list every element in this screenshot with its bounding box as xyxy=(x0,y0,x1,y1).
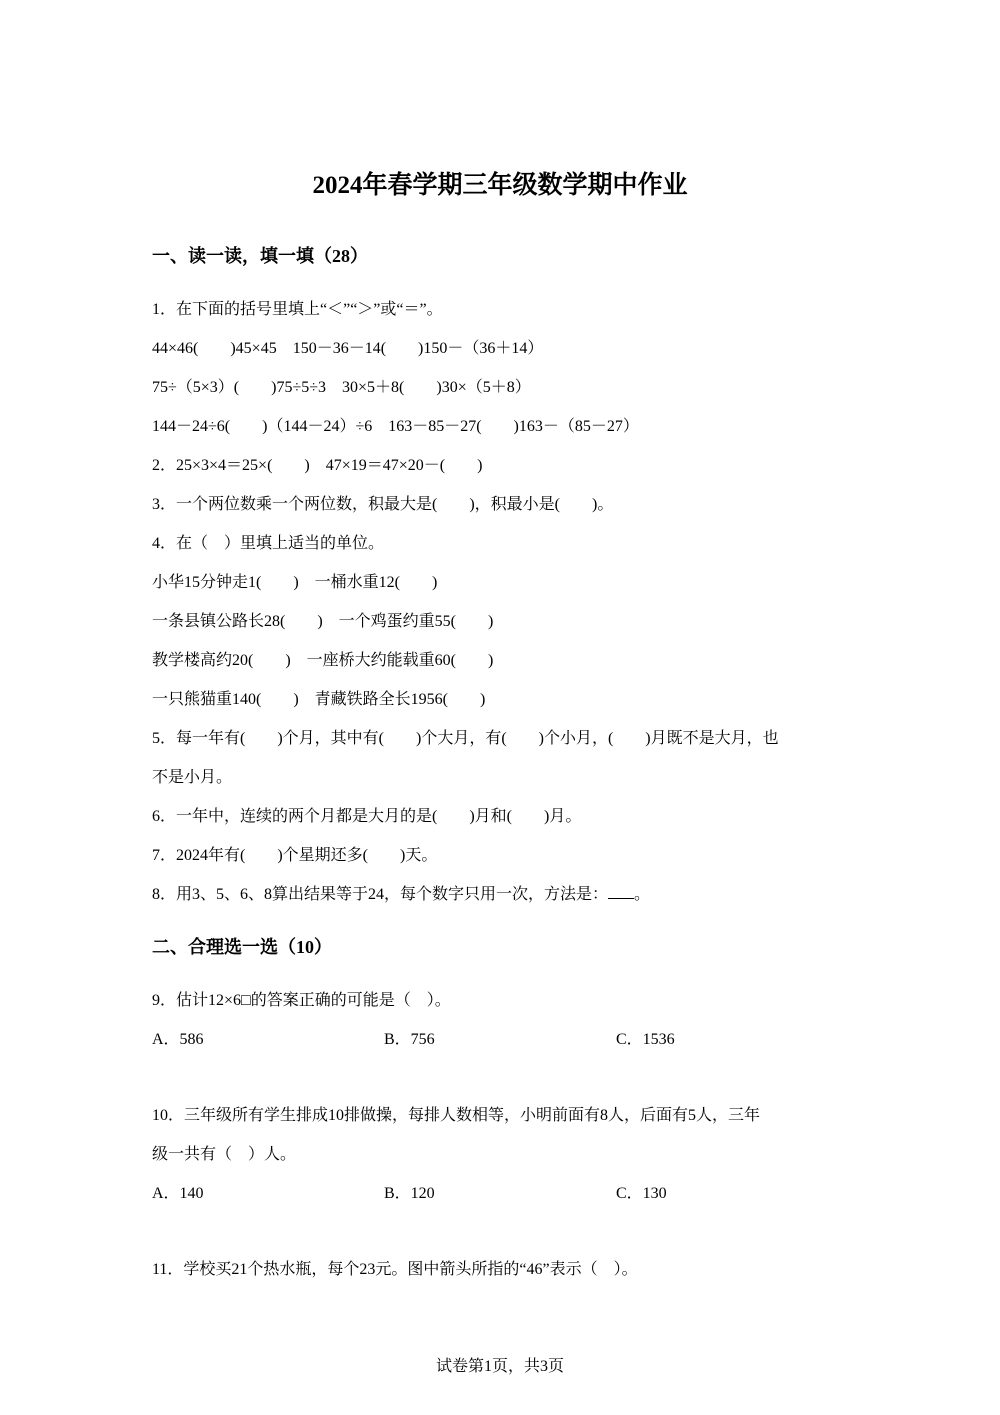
question-1: 1．在下面的括号里填上“＜”“＞”或“＝”。 xyxy=(152,301,443,318)
question-4-row-c: 教学楼高约20( ) 一座桥大约能载重60( ) xyxy=(152,652,494,669)
section-heading-2: 二、合理选一选（10） xyxy=(152,937,332,957)
question-8-end: 。 xyxy=(634,886,651,903)
option-b: B．120 xyxy=(384,1185,435,1202)
page-footer: 试卷第1页，共3页 xyxy=(435,1358,564,1375)
question-11: 11．学校买21个热水瓶，每个23元。图中箭头所指的“46”表示（ ）。 xyxy=(152,1261,638,1278)
page-title: 2024年春学期三年级数学期中作业 xyxy=(312,172,688,199)
question-4-row-d: 一只熊猫重140( ) 青藏铁路全长1956( ) xyxy=(152,691,486,708)
option-a: A．586 xyxy=(152,1031,204,1048)
option-a: A．140 xyxy=(152,1185,204,1202)
question-5-line-1: 5．每一年有( )个月，其中有( )个大月，有( )个小月，( )月既不是大月，也 xyxy=(152,730,779,747)
question-10-line-1: 10．三年级所有学生排成10排做操，每排人数相等，小明前面有8人，后面有5人，三年 xyxy=(152,1107,761,1124)
question-3: 3．一个两位数乘一个两位数，积最大是( )，积最小是( )。 xyxy=(152,496,614,513)
question-1-row-a: 44×46( )45×45 150－36－14( )150－（36＋14） xyxy=(152,340,544,357)
question-7: 7．2024年有( )个星期还多( )天。 xyxy=(152,847,438,864)
answer-blank xyxy=(608,884,634,899)
question-6: 6．一年中，连续的两个月都是大月的是( )月和( )月。 xyxy=(152,808,582,825)
question-1-row-c: 144－24÷6( )（144－24）÷6 163－85－27( )163－（85－27） xyxy=(152,418,639,435)
question-1-row-b: 75÷（5×3）( )75÷5÷3 30×5＋8( )30×（5＋8） xyxy=(152,379,531,396)
question-8 xyxy=(152,883,852,907)
section-heading-1: 一、读一读，填一填（28） xyxy=(152,246,368,266)
question-10-line-2: 级一共有（ ）人。 xyxy=(152,1146,297,1163)
question-4-row-b: 一条县镇公路长28( ) 一个鸡蛋约重55( ) xyxy=(152,613,494,630)
option-c: C．1536 xyxy=(616,1031,675,1048)
option-c: C．130 xyxy=(616,1185,667,1202)
option-b: B．756 xyxy=(384,1031,435,1048)
question-4-row-a: 小华15分钟走1( ) 一桶水重12( ) xyxy=(152,574,438,591)
question-4: 4．在（ ）里填上适当的单位。 xyxy=(152,535,385,552)
question-9: 9．估计12×6□的答案正确的可能是（ ）。 xyxy=(152,992,451,1009)
question-8-text: 8．用3、5、6、8算出结果等于24，每个数字只用一次，方法是： xyxy=(152,886,609,903)
question-2: 2．25×3×4＝25×( ) 47×19＝47×20－( ) xyxy=(152,457,483,474)
question-5-line-2: 不是小月。 xyxy=(152,769,233,786)
